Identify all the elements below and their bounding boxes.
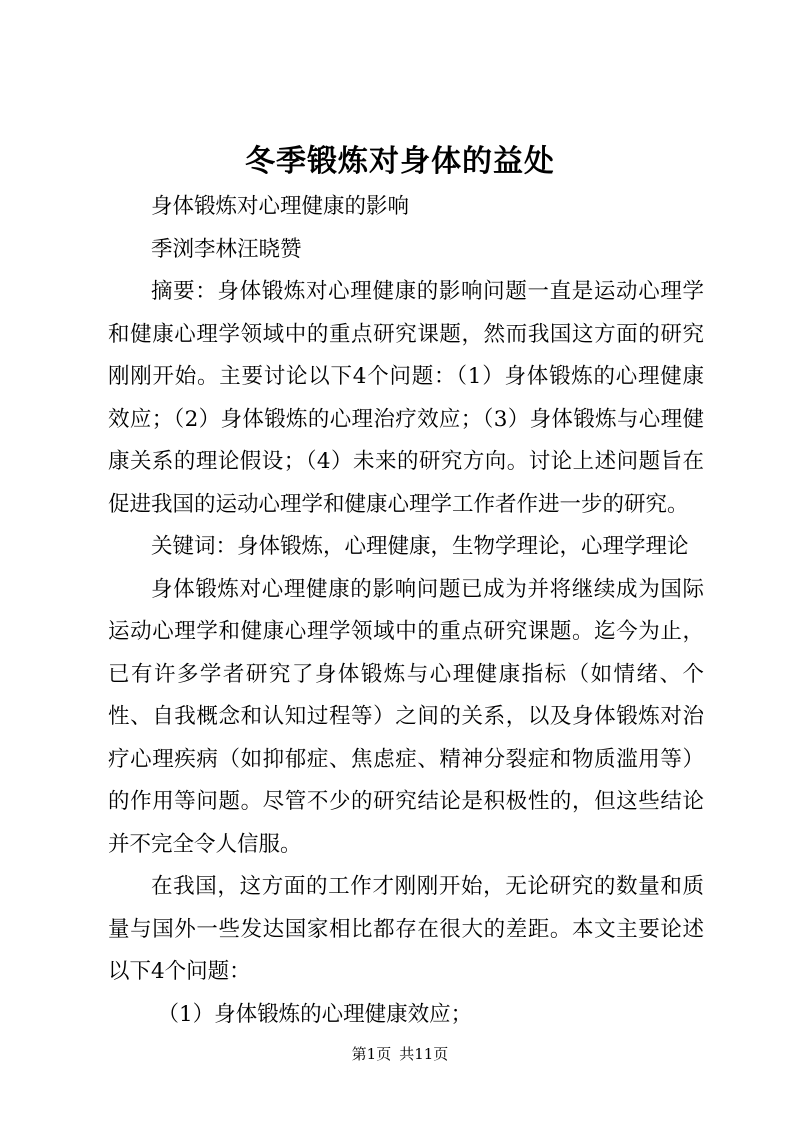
authors-paragraph: 季浏李林汪晓赞 (151, 236, 302, 262)
document-body (108, 186, 704, 1036)
document-title: 冬季锻炼对身体的益处 (245, 144, 555, 179)
keywords-paragraph: 关键词：身体锻炼，心理健康，生物学理论，心理学理论 (151, 534, 689, 559)
abstract-paragraph: 摘要：身体锻炼对心理健康的影响问题一直是运动心理学和健康心理学领域中的重点研究课题，然而我国这方面的研究刚刚开始。主要讨论以下4个问题：（1）身体锻炼的心理健康效应；（2）身体锻炼的心理治疗效应；（3）身体锻炼与心理健康关系的理论假设；（4）未来的研究方向。讨论上述问题旨在促进我国的运动心理学和健康心理学工作者作进一步的研究。 (108, 279, 704, 517)
list-item-paragraph: （1）身体锻炼的心理健康效应； (157, 1001, 473, 1027)
page-footer (0, 1044, 800, 1064)
subtitle-paragraph: 身体锻炼对心理健康的影响 (151, 194, 410, 219)
body-paragraph: 身体锻炼对心理健康的影响问题已成为并将继续成为国际运动心理学和健康心理学领域中的重点研究课题。迄今为止，已有许多学者研究了身体锻炼与心理健康指标（如情绪、个性、自我概念和认知过程等）之间的关系，以及身体锻炼对治疗心理疾病（如抑郁症、焦虑症、精神分裂症和物质滥用等）的作用等问题。尽管不少的研究结论是积极性的，但这些结论并不完全令人信服。 (108, 576, 704, 857)
page-total: 共11页 (399, 1045, 449, 1063)
body-paragraph: 在我国，这方面的工作才刚刚开始，无论研究的数量和质量与国外一些发达国家相比都存在很大的差距。本文主要论述以下4个问题： (108, 874, 704, 984)
page-number: 第1页 (351, 1045, 392, 1063)
